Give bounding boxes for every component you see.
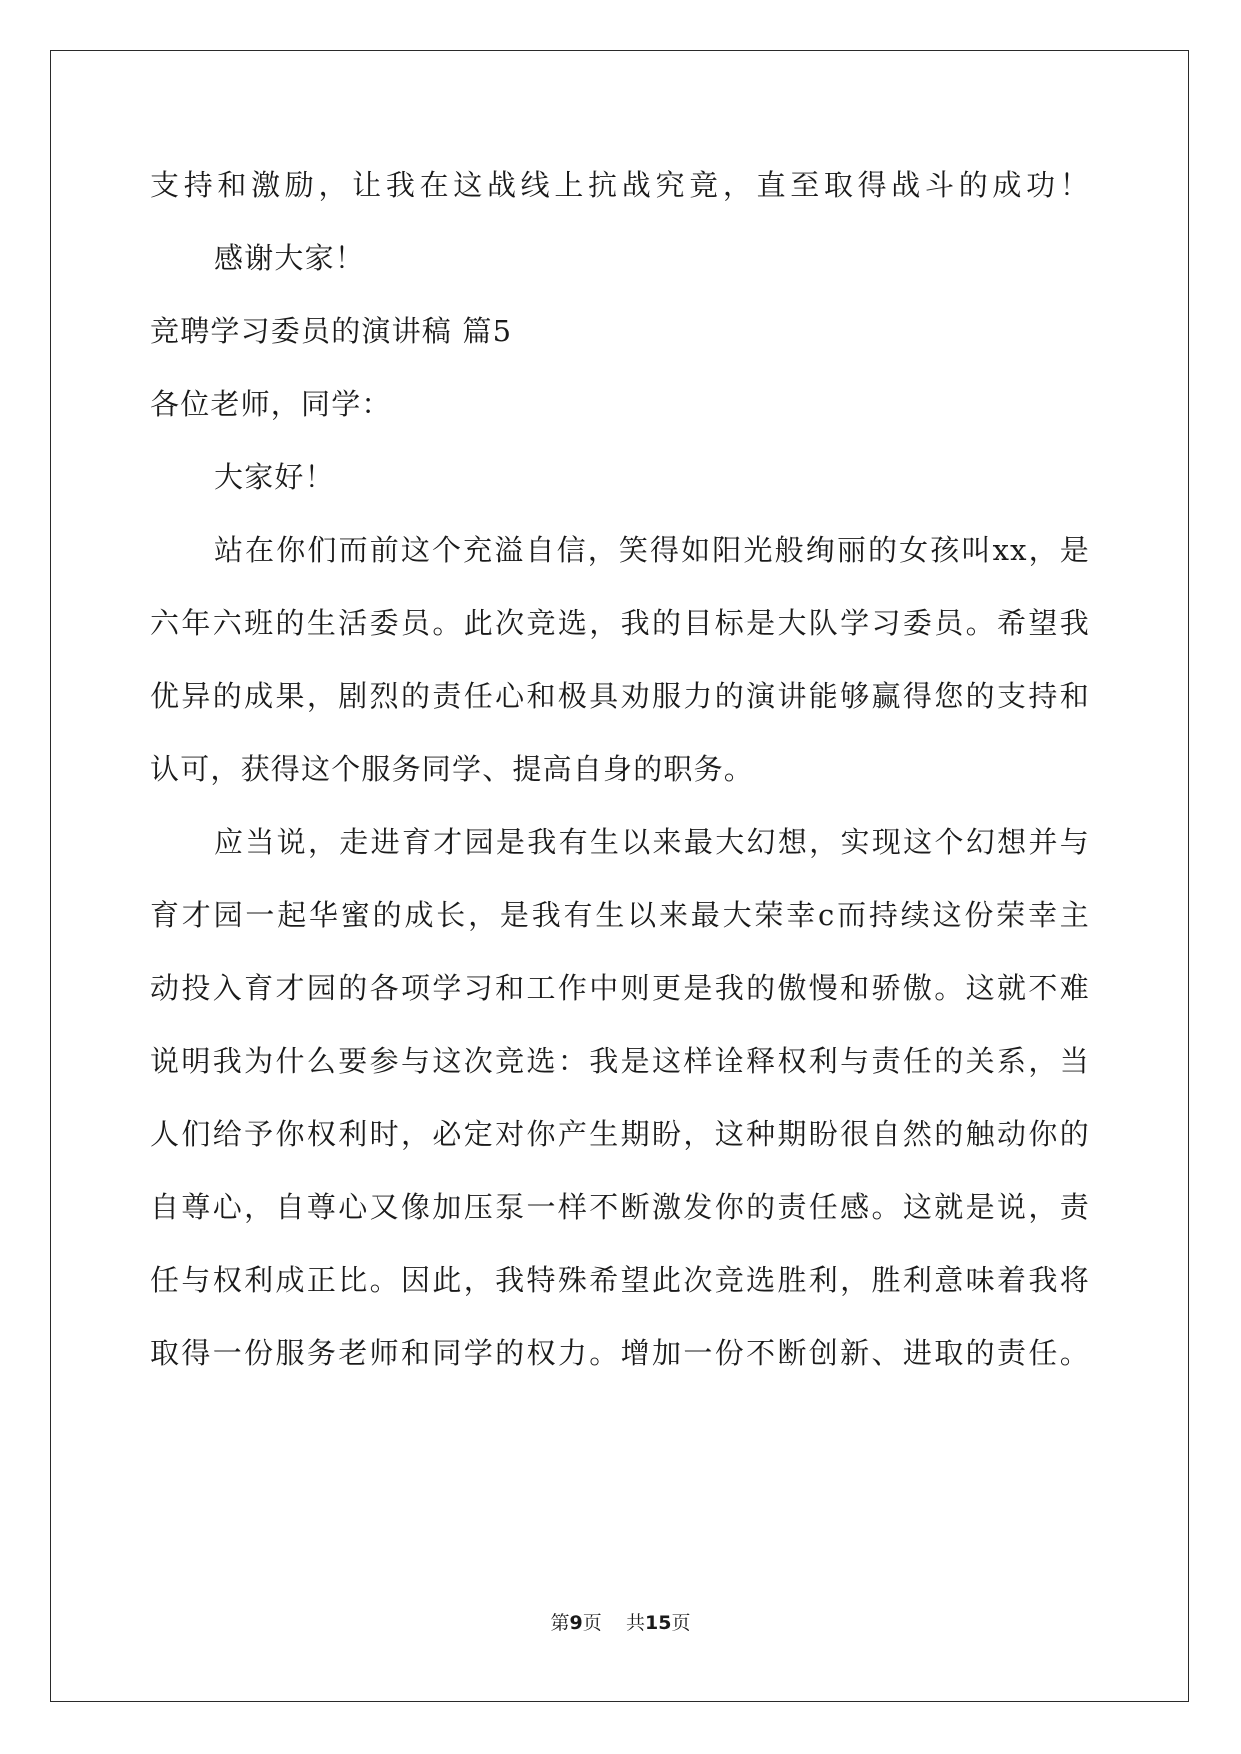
page-prefix: 第	[550, 1612, 570, 1634]
text-line: 站在你们而前这个充溢自信，笑得如阳光般绚丽的女孩叫xx，是	[214, 533, 1090, 567]
text-line: 感谢大家！	[214, 241, 366, 275]
page-footer	[0, 1610, 1241, 1636]
total-prefix: 共	[625, 1612, 645, 1634]
text-line: 自尊心，自尊心又像加压泵一样不断激发你的责任感。这就是说，责	[150, 1190, 1090, 1224]
section-heading: 竞聘学习委员的演讲稿 篇5	[150, 314, 513, 348]
text-line: 优异的成果，剧烈的责任心和极具劝服力的演讲能够赢得您的支持和	[150, 679, 1090, 713]
page-suffix: 页	[582, 1612, 602, 1634]
total-pages: 15	[644, 1612, 672, 1634]
text-line: 动投入育才园的各项学习和工作中则更是我的傲慢和骄傲。这就不难	[150, 971, 1090, 1005]
total-suffix: 页	[671, 1612, 691, 1634]
page-number: 9	[569, 1612, 583, 1634]
text-line: 育才园一起华蜜的成长，是我有生以来最大荣幸c而持续这份荣幸主	[150, 898, 1090, 932]
salutation: 各位老师，同学：	[150, 387, 392, 421]
text-line: 任与权利成正比。因此，我特殊希望此次竞选胜利，胜利意味着我将	[150, 1263, 1090, 1297]
text-line: 取得一份服务老师和同学的权力。增加一份不断创新、进取的责任。	[150, 1336, 1090, 1370]
greeting: 大家好！	[214, 460, 335, 494]
text-line: 认可，获得这个服务同学、提高自身的职务。	[150, 752, 755, 786]
text-line: 应当说，走进育才园是我有生以来最大幻想，实现这个幻想并与	[214, 825, 1090, 859]
page-border	[50, 50, 1189, 1702]
text-line: 说明我为什么要参与这次竞选：我是这样诠释权利与责任的关系，当	[150, 1044, 1090, 1078]
text-line: 支持和激励，让我在这战线上抗战究竟，直至取得战斗的成功！	[150, 168, 1090, 202]
text-line: 人们给予你权利时，必定对你产生期盼，这种期盼很自然的触动你的	[150, 1117, 1090, 1151]
text-line: 六年六班的生活委员。此次竞选，我的目标是大队学习委员。希望我	[150, 606, 1090, 640]
